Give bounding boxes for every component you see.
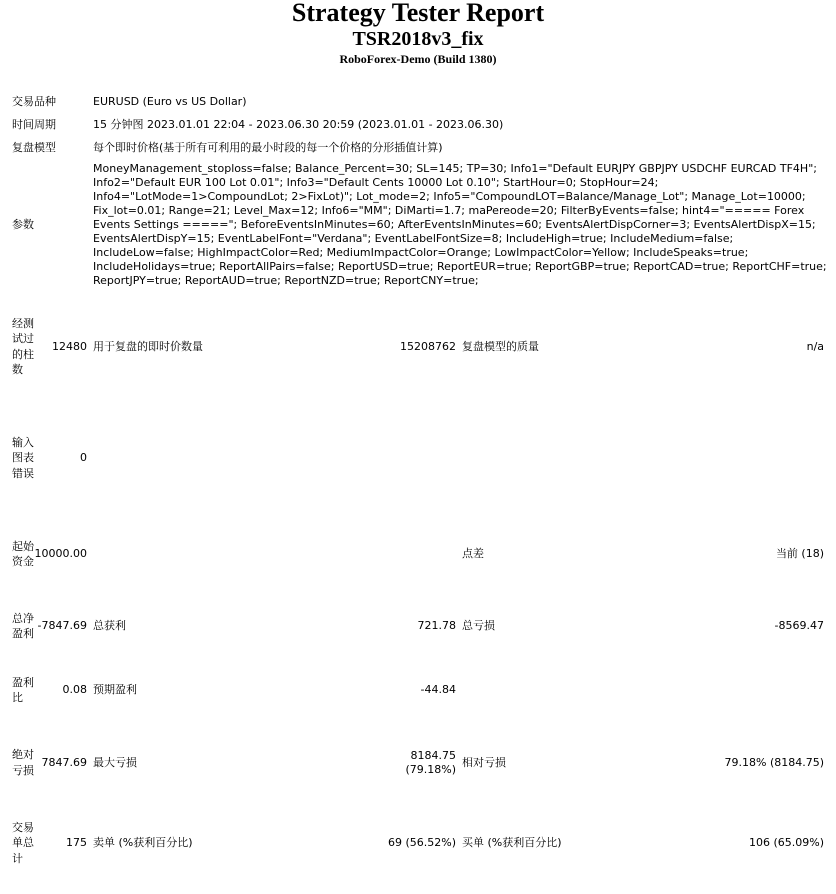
absolute-drawdown-label: 绝对亏损 xyxy=(12,748,34,777)
gross-profit-label: 总获利 xyxy=(93,619,126,632)
ticks-value: 15208762 xyxy=(400,339,456,353)
long-positions-label: 买单 (%获利百分比) xyxy=(462,836,562,849)
long-positions-value: 106 (65.09%) xyxy=(748,836,825,849)
row-model xyxy=(0,136,836,159)
symbol-value: EURUSD (Euro vs US Dollar) xyxy=(93,94,247,108)
errors-label: 输入图表错误 xyxy=(12,435,34,480)
server-name: RoboForex-Demo (Build 1380) xyxy=(339,52,497,66)
short-positions-label: 卖单 (%获利百分比) xyxy=(93,836,193,849)
absolute-drawdown-value: 7847.69 xyxy=(41,755,87,769)
expected-payoff-value: -44.84 xyxy=(420,683,456,696)
gross-loss-value: -8569.47 xyxy=(774,619,825,632)
model-value: 每个即时价格(基于所有可利用的最小时段的每一个价格的分形插值计算) xyxy=(93,140,443,154)
row-period xyxy=(0,113,836,136)
max-drawdown-value: 8184.75 (79.18%) xyxy=(405,748,456,776)
deposit-value: 10000.00 xyxy=(34,547,87,560)
model-label: 复盘模型 xyxy=(12,140,56,154)
relative-drawdown-label: 相对亏损 xyxy=(462,755,506,769)
relative-drawdown-value: 79.18% (8184.75) xyxy=(724,755,825,769)
row-parameters xyxy=(0,159,836,290)
spread-value: 当前 (18) xyxy=(775,547,825,560)
report-table xyxy=(0,90,836,884)
quality-label: 复盘模型的质量 xyxy=(462,339,539,353)
row-drawdown xyxy=(0,723,836,802)
gross-profit-value: 721.78 xyxy=(417,619,456,632)
period-label: 时间周期 xyxy=(12,117,56,131)
spread-label: 点差 xyxy=(462,547,484,560)
period-value: 15 分钟图 2023.01.01 22:04 - 2023.06.30 20:59 (2023.01.01 - 2023.06.30) xyxy=(93,117,504,131)
row-trades xyxy=(0,802,836,884)
gross-loss-label: 总亏损 xyxy=(462,619,495,632)
total-trades-value: 175 xyxy=(66,836,87,849)
row-deposit xyxy=(0,513,836,595)
expert-name: TSR2018v3_fix xyxy=(352,28,484,50)
net-profit-value: -7847.69 xyxy=(37,619,87,632)
errors-value: 0 xyxy=(80,451,87,464)
expected-payoff-label: 预期盈利 xyxy=(93,683,137,696)
net-profit-label: 总净盈利 xyxy=(12,611,34,640)
row-bars xyxy=(0,290,836,403)
bars-label: 经测试过的柱数 xyxy=(12,316,34,376)
deposit-label: 起始资金 xyxy=(12,539,34,568)
params-value: MoneyManagement_stoploss=false; Balance_Percent=30; SL=145; TP=30; Info1="Default EURJPY GBPJPY USDCHF EURCAD TF4H"; Info2="Default EUR 100 Lot 0.01"; Info3="Default Cents 10000 Lot 0.10"; StartHour=0; StopHour=24; Info4="LotMode=1>CompoundLot; 2>FixLot)"; Lot_mode=2; Info5="CompoundLOT=Balance/Manage_Lot"; Manage_Lot=10000; Fix_lot=0.01; Range=21; Level_Max=12; Info6="MM"; DiMarti=1.7; maPereode=20; FilterByEvents=false; hint4="===== Forex Events Settings ====="; BeforeEventsInMinutes=60; AfterEventsInMinutes=60; EventsAlertDispCorner=3; EventsAlertDispX=15; EventsAlertDispY=15; EventLabelFont="Verdana"; EventLabelFontSize=8; IncludeHigh=true; IncludeMedium=false; IncludeLow=false; HighImpactColor=Red; MediumImpactColor=Orange; LowImpactColor=Yellow; IncludeSpeaks=true; IncludeHolidays=true; ReportAllPairs=false; ReportUSD=true; ReportEUR=true; ReportGBP=true; ReportCAD=true; ReportCHF=true; ReportJPY=true; ReportAUD=true; ReportNZD=true; ReportCNY=true; xyxy=(93,161,827,287)
params-label: 参数 xyxy=(12,217,34,231)
profit-factor-label: 盈利比 xyxy=(12,675,34,704)
row-profit-factor xyxy=(0,657,836,723)
max-drawdown-label: 最大亏损 xyxy=(93,755,137,769)
symbol-label: 交易品种 xyxy=(12,94,56,108)
short-positions-value: 69 (56.52%) xyxy=(387,836,456,849)
quality-value: n/a xyxy=(806,339,825,353)
ticks-label: 用于复盘的即时价数量 xyxy=(93,339,203,353)
report-title: Strategy Tester Report xyxy=(291,0,545,27)
row-net-profit xyxy=(0,595,836,657)
profit-factor-value: 0.08 xyxy=(62,683,87,696)
row-symbol xyxy=(0,90,836,113)
total-trades-label: 交易单总计 xyxy=(12,820,34,865)
row-errors xyxy=(0,403,836,513)
bars-value: 12480 xyxy=(52,339,87,353)
